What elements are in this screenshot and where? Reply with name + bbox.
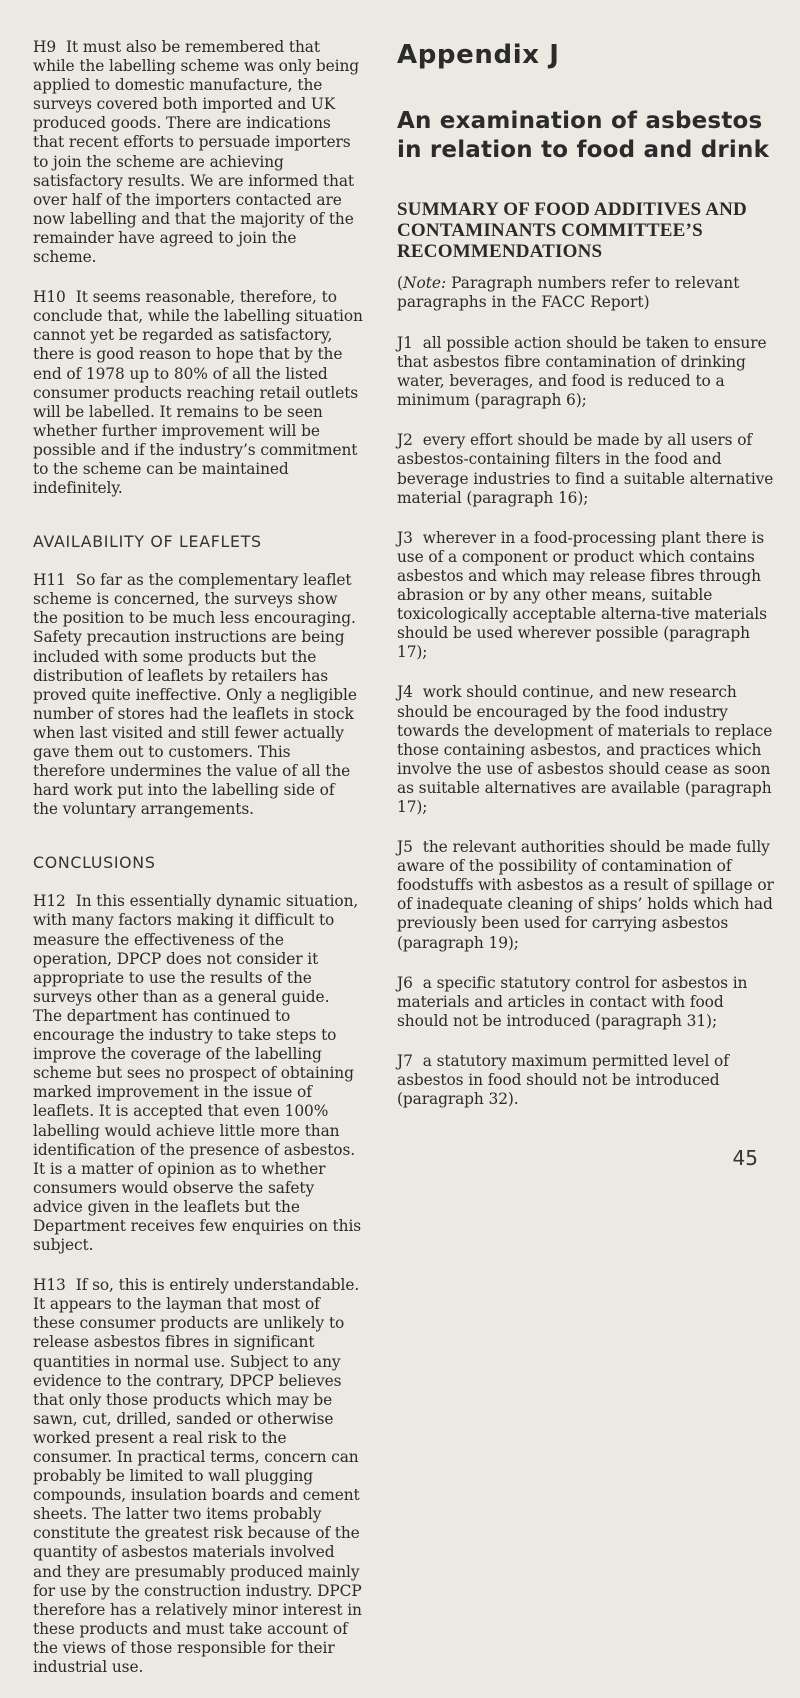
paragraph-number: H11: [33, 571, 66, 590]
recommendation-text: wherever in a food-processing plant there is use of a component or product which contains asbestos and which may release fibres through abrasion or by any other means, suitable toxicologically acceptable alterna-tive materials should be used wherever possible (paragraph 17);: [397, 528, 767, 662]
paragraph-h11: [33, 571, 363, 819]
recommendation-j1: [397, 334, 775, 410]
recommendation-number: J2: [397, 431, 413, 450]
recommendation-number: J5: [397, 838, 413, 857]
recommendation-text: work should continue, and new research should be encouraged by the food industry towards the development of materials to replace those containing asbestos, and practices which involve the use of asbestos should cease as soon as suitable alternatives are available (paragraph 17);: [397, 683, 773, 816]
paragraph-text: It must also be remembered that while the labelling scheme was only being applied to domestic manufacture, the surveys covered both imported and UK produced goods. There are indications that recent efforts to persuade importers to join the scheme are achieving satisfactory results. We are informed that over half of the importers contacted are now labelling and that the majority of the remainder have agreed to join the scheme.: [33, 38, 360, 267]
recommendation-number: J6: [397, 973, 413, 992]
heading-availability-of-leaflets: AVAILABILITY OF LEAFLETS: [33, 532, 262, 552]
heading-conclusions: CONCLUSIONS: [33, 853, 156, 873]
recommendation-j5: [397, 838, 775, 953]
paragraph-h10: [33, 288, 363, 498]
paragraph-number: H10: [33, 288, 66, 307]
recommendation-j7: [397, 1052, 775, 1109]
recommendation-j3: [397, 529, 775, 663]
paragraph-number: H13: [33, 1276, 66, 1295]
recommendation-text: a specific statutory control for asbestos in materials and articles in contact with food should not be introduced (paragraph 31);: [397, 973, 748, 1030]
appendix-label: Appendix J: [397, 40, 560, 70]
recommendation-j6: [397, 974, 775, 1031]
recommendation-number: J1: [397, 334, 413, 352]
recommendation-number: J3: [397, 528, 413, 547]
paragraph-text: So far as the complementary leaflet scheme is concerned, the surveys show the position to be much less encouraging. Safety precaution instructions are being included with some products but the distribution of leaflets by retailers has proved quite ineffective. Only a negligible number of stores had the leaflets in stock when last visited and still fewer actually gave them out to customers. This therefore undermines the value of all the hard work put into the labelling side of the voluntary arrangements.: [33, 571, 357, 819]
recommendation-text: the relevant authorities should be made fully aware of the possibility of contamination of foodstuffs with asbestos as a result of spillage or of inadequate cleaning of ships’ holds which had previously been used for carrying asbestos (paragraph 19);: [397, 838, 774, 952]
right-column: [397, 40, 775, 1130]
paragraph-h13: [33, 1276, 363, 1677]
recommendation-j4: [397, 683, 775, 817]
paragraph-text: It seems reasonable, therefore, to conclude that, while the labelling situation cannot yet be regarded as satisfactory, there is good reason to hope that by the end of 1978 up to 80% of all the listed consumer products reaching retail outlets will be labelled. It remains to be seen whether further improvement will be possible and if the industry’s commitment to the scheme can be maintained indefinitely.: [33, 288, 363, 498]
paragraph-h9: [33, 38, 363, 267]
paragraph-number: H12: [33, 892, 66, 911]
recommendation-j2: [397, 431, 775, 507]
note: [397, 274, 775, 312]
note-open-paren: (: [397, 274, 404, 292]
recommendation-text: a statutory maximum permitted level of asbestos in food should not be introduced (paragraph 32).: [397, 1051, 729, 1109]
recommendation-text: all possible action should be taken to ensure that asbestos fibre contamination of drinking water, beverages, and food is reduced to a minimum (paragraph 6);: [397, 334, 767, 410]
paragraph-text: If so, this is entirely understandable. It appears to the layman that most of these consumer products are unlikely to release asbestos fibres in significant quantities in normal use. Subject to any evidence to the contrary, DPCP believes that only those products which may be sawn, cut, drilled, sanded or otherwise worked present a real risk to the consumer. In practical terms, concern can probably be limited to wall plugging compounds, insulation boards and cement sheets. The latter two items probably constitute the greatest risk because of the quantity of asbestos materials involved and they are presumably produced mainly for use by the construction industry. DPCP therefore has a relatively minor interest in these products and must take account of the views of those responsible for their industrial use.: [33, 1276, 362, 1677]
recommendation-number: J7: [397, 1051, 413, 1070]
page-number: 45: [732, 1146, 758, 1170]
recommendation-number: J4: [397, 683, 413, 702]
recommendation-text: every effort should be made by all users of asbestos-containing filters in the food and beverage industries to find a suitable alternative material (paragraph 16);: [397, 431, 774, 507]
paragraph-text: In this essentially dynamic situation, with many factors making it difficult to measure the effectiveness of the operation, DPCP does not consider it appropriate to use the results of the surveys other than as a general guide. The department has continued to encourage the industry to take steps to improve the coverage of the labelling scheme but sees no prospect of obtaining marked improvement in the issue of leaflets. It is accepted that even 100% labelling would achieve little more than identification of the presence of asbestos. It is a matter of opinion as to whether consumers would observe the safety advice given in the leaflets but the Department receives few enquiries on this subject.: [33, 892, 362, 1255]
note-text: Paragraph numbers refer to relevant paragraphs in the FACC Report): [397, 274, 740, 311]
paragraph-number: H9: [33, 38, 57, 56]
summary-heading: SUMMARY OF FOOD ADDITIVES AND CONTAMINANTS COMMITTEE’S RECOMMENDATIONS: [397, 199, 747, 262]
appendix-title: An examination of asbestos in relation to food and drink: [397, 108, 770, 163]
left-column: [33, 38, 363, 1698]
note-label: Note:: [403, 274, 447, 292]
paragraph-h12: [33, 892, 363, 1255]
